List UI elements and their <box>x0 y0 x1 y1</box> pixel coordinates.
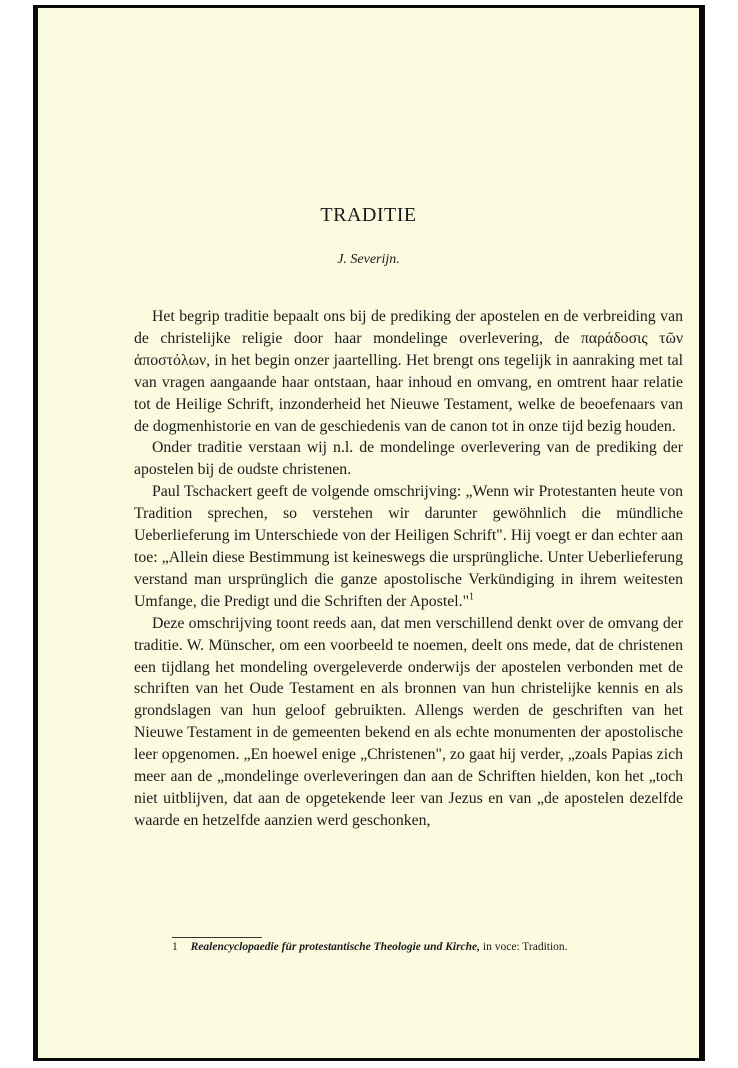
article-title: TRADITIE <box>320 204 417 226</box>
footnote-source-rest: in voce: Tradition. <box>482 941 568 953</box>
article-author: J. Severijn. <box>337 252 400 267</box>
paragraph-2: Onder traditie verstaan wij n.l. de mondelinge overlevering van de prediking der apostelen bij de oudste christenen. <box>134 439 683 479</box>
article-body <box>134 306 683 832</box>
paragraph-3-text: Paul Tschackert geeft de volgende omschrijving: „Wenn wir Protestanten heute von Tradition sprechen, so verstehen wir darunter gewöhnlich die mündliche Ueberlieferung im Unterschiede von der Heiligen Schrift". Hij voegt er dan echter aan toe: „Allein diese Bestimmung ist keineswegs die ursprüngliche. Unter Ueberlieferung verstand man ursprünglich die ganze apostolische Verkündiging in ihrem weitesten Umfange, die Predigt und die Schriften der Apostel." <box>134 483 683 610</box>
footnote <box>172 941 692 953</box>
paragraph-4: Deze omschrijving toont reeds aan, dat men verschillend denkt over de omvang der traditie. W. Münscher, om een voorbeeld te noemen, deelt ons mede, dat de christenen een tijdlang het mondeling overgeleverde onderwijs der apostelen verbonden met de schriften van het Oude Testament en als bronnen van hun christelijke kennis en als grondslagen van hun geloof gebruikten. Allengs werden de geschriften van het Nieuwe Testament in de gemeenten bekend en als echte monumenten der apostolische leer opgenomen. „En hoewel enige „Christenen", zo gaat hij verder, „zoals Papias zich meer aan de „mondelinge overleveringen dan aan de Schriften hielden, kon het „toch niet uitblijven, dat aan de opgetekende leer van Jezus en van „de apostelen dezelfde waarde en hetzelfde aanzien werd geschonken, <box>134 614 683 829</box>
footnote-source-title: Realencyclopaedie für protestantische Theologie und Kirche, <box>190 941 481 953</box>
footnote-marker: 1 <box>469 591 475 603</box>
footnote-number: 1 <box>172 941 178 953</box>
paragraph-1: Het begrip traditie bepaalt ons bij de prediking der apostelen en de verbreiding van de christelijke religie door haar mondelinge overlevering, de παράδοσις τῶν ἀποστόλων, in het begin onzer jaartelling. Het brengt ons tegelijk in aanraking met tal van vragen aangaande haar ontstaan, haar inhoud en omvang, en omtrent haar relatie tot de Heilige Schrift, inzonderheid het Nieuwe Testament, welke de beoefenaars van de dogmenhistorie en van de geschiedenis van de canon tot in onze tijd bezig houden. <box>134 308 683 435</box>
paragraph-3 <box>134 481 683 612</box>
footnote-divider <box>172 937 262 938</box>
document-page <box>33 5 705 1061</box>
